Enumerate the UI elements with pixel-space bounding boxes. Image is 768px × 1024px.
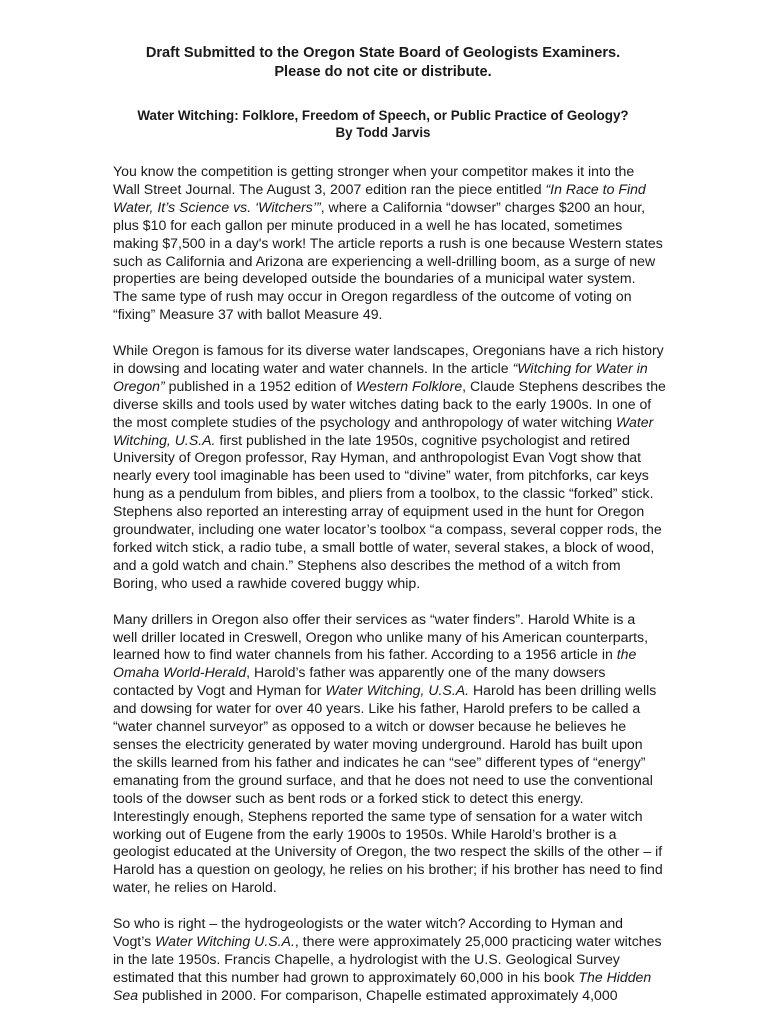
text-line: making $7,500 in a day's work! The article reports a rush is one because Western states bbox=[113, 234, 663, 251]
draft-notice-line-1: Draft Submitted to the Oregon State Board of Geologists Examiners. bbox=[145, 45, 621, 61]
article-byline: By Todd Jarvis bbox=[335, 125, 431, 140]
paragraph-4 bbox=[113, 915, 662, 1005]
paragraph-2 bbox=[113, 342, 666, 593]
document-page bbox=[113, 44, 666, 1005]
book-title: Sea bbox=[113, 986, 139, 1003]
book-title: Water Witching U.S.A. bbox=[155, 932, 295, 949]
text-run: , where a California “dowser” charges $200 an hour, bbox=[320, 198, 646, 215]
text-line: nearly every tool imaginable has been used to “divine” water, from pitchforks, car keys bbox=[113, 467, 649, 484]
text-run: Vogt’s bbox=[113, 932, 156, 949]
article-citation: “In Race to Find bbox=[545, 180, 646, 197]
text-line bbox=[113, 969, 653, 987]
text-line: working out of Eugene from the early 1900s to 1950s. While Harold’s brother is a bbox=[113, 825, 617, 842]
book-title: Witching, U.S.A. bbox=[113, 431, 216, 448]
text-line: the skills learned from his father and indicates he can “see” different types of “energy” bbox=[113, 753, 646, 770]
text-line bbox=[113, 377, 666, 396]
publication-title: Western Folklore bbox=[355, 377, 463, 394]
book-title: Water Witching, U.S.A. bbox=[325, 682, 470, 699]
text-line: hung as a pendulum from bibles, and pliers from a toolbox, to the classic “forked” stick. bbox=[113, 485, 654, 502]
book-title: Water bbox=[615, 413, 654, 430]
article-citation: Oregon” bbox=[113, 377, 165, 394]
draft-notice bbox=[113, 44, 653, 82]
text-line bbox=[113, 932, 662, 951]
text-line: and dowsing for water for over 40 years. Like his father, Harold prefers to be called a bbox=[113, 700, 641, 717]
text-run: estimated that this number had grown to approximately 60,000 in his book bbox=[113, 968, 579, 985]
text-line: University of Oregon professor, Ray Hyman, and anthropologist Evan Vogt show that bbox=[113, 449, 642, 466]
text-line: So who is right – the hydrogeologists or the water witch? According to Hyman and bbox=[113, 915, 623, 932]
publication-title: the bbox=[616, 646, 637, 663]
text-line: Stephens also reported an interesting array of equipment used in the hunt for Oregon bbox=[113, 503, 645, 520]
publication-title: Omaha World-Herald bbox=[113, 664, 247, 681]
text-run: , Claude Stephens describes the bbox=[462, 377, 666, 394]
text-line bbox=[113, 664, 653, 682]
text-line: well driller located in Creswell, Oregon who unlike many of his American counterparts, bbox=[113, 628, 649, 645]
text-line: tools of the dowser such as bent rods or a forked stick to detect this energy. bbox=[113, 789, 584, 806]
draft-notice-line-2: Please do not cite or distribute. bbox=[274, 64, 492, 80]
text-line: You know the competition is getting stronger when your competitor makes it into the bbox=[113, 163, 635, 179]
text-line: Many drillers in Oregon also offer their services as “water finders”. Harold White is a bbox=[113, 610, 636, 627]
text-line: “fixing” Measure 37 with ballot Measure 49. bbox=[113, 306, 383, 323]
text-line: “water channel surveyor” as opposed to a witch or dowser because he believes he bbox=[113, 718, 627, 735]
text-run: Harold has been drilling wells bbox=[469, 682, 657, 699]
article-citation: Water, It’s Science vs. ‘Witchers’” bbox=[113, 198, 321, 215]
text-line bbox=[113, 682, 657, 700]
text-line bbox=[113, 199, 653, 217]
text-line: While Oregon is famous for its diverse water landscapes, Oregonians have a rich history bbox=[113, 342, 664, 359]
text-line: Harold has a question on geology, he relies on his brother; if his brother has need to find bbox=[113, 861, 663, 878]
text-line bbox=[113, 414, 653, 432]
article-citation: “Witching for Water in bbox=[512, 359, 648, 376]
text-run: published in a 1952 edition of bbox=[164, 377, 356, 394]
text-line bbox=[113, 181, 653, 199]
article-title: Water Witching: Folklore, Freedom of Speech, or Public Practice of Geology? bbox=[137, 108, 629, 123]
text-line: water, he relies on Harold. bbox=[113, 879, 277, 896]
text-line bbox=[113, 646, 653, 664]
text-line: such as California and Arizona are experiencing a well-drilling boom, as a surge of new bbox=[113, 252, 656, 269]
text-run: first published in the late 1950s, cognitive psychologist and retired bbox=[215, 431, 630, 448]
text-line: diverse skills and tools used by water witches dating back to the early 1900s. In one of bbox=[113, 395, 652, 412]
text-run: learned how to find water channels from his father. According to a 1956 article in bbox=[113, 646, 617, 663]
text-run: , Harold’s father was apparently one of the many dowsers bbox=[246, 664, 606, 681]
text-line: in the late 1950s. Francis Chapelle, a hydrologist with the U.S. Geological Survey bbox=[113, 950, 620, 967]
text-line: Boring, who used a rawhide covered buggy whip. bbox=[113, 574, 421, 591]
text-run: contacted by Vogt and Hyman for bbox=[113, 682, 326, 699]
text-run: in dowsing and locating water and water channels. In the article bbox=[113, 359, 513, 376]
text-line bbox=[113, 432, 653, 450]
text-line: senses the electricity generated by water moving underground. Harold has built upon bbox=[113, 735, 643, 752]
text-run: , there were approximately 25,000 practicing water witches bbox=[294, 932, 662, 949]
text-line: groundwater, including one water locator’s toolbox “a compass, several copper rods, the bbox=[113, 521, 662, 538]
paragraph-1 bbox=[113, 163, 663, 324]
text-run: Wall Street Journal. The August 3, 2007 edition ran the piece entitled bbox=[113, 180, 546, 197]
text-line bbox=[113, 987, 653, 1005]
book-title: The Hidden bbox=[578, 968, 652, 985]
text-line bbox=[113, 360, 653, 378]
text-run: published in 2000. For comparison, Chapelle estimated approximately 4,000 bbox=[138, 986, 618, 1003]
text-line: plus $10 for each gallon per minute produced in a well he has located, sometimes bbox=[113, 216, 623, 233]
text-line: and a gold watch and chain.” Stephens also describes the method of a witch from bbox=[113, 556, 621, 573]
text-line: Interestingly enough, Stephens reported the same type of sensation for a water witch bbox=[113, 807, 643, 824]
text-line: emanating from the ground surface, and that he does not need to use the conventional bbox=[113, 771, 653, 788]
paragraph-3 bbox=[113, 610, 663, 898]
text-line: forked witch stick, a radio tube, a small bottle of water, several stakes, a block of wood, bbox=[113, 539, 655, 556]
text-line: The same type of rush may occur in Oregon regardless of the outcome of voting on bbox=[113, 288, 632, 305]
text-line: properties are being developed outside the boundaries of a municipal water system. bbox=[113, 270, 636, 287]
text-line: geologist educated at the University of Oregon, the two respect the skills of the other – if bbox=[113, 843, 663, 860]
text-run: the most complete studies of the psychology and anthropology of water witching bbox=[113, 413, 616, 430]
